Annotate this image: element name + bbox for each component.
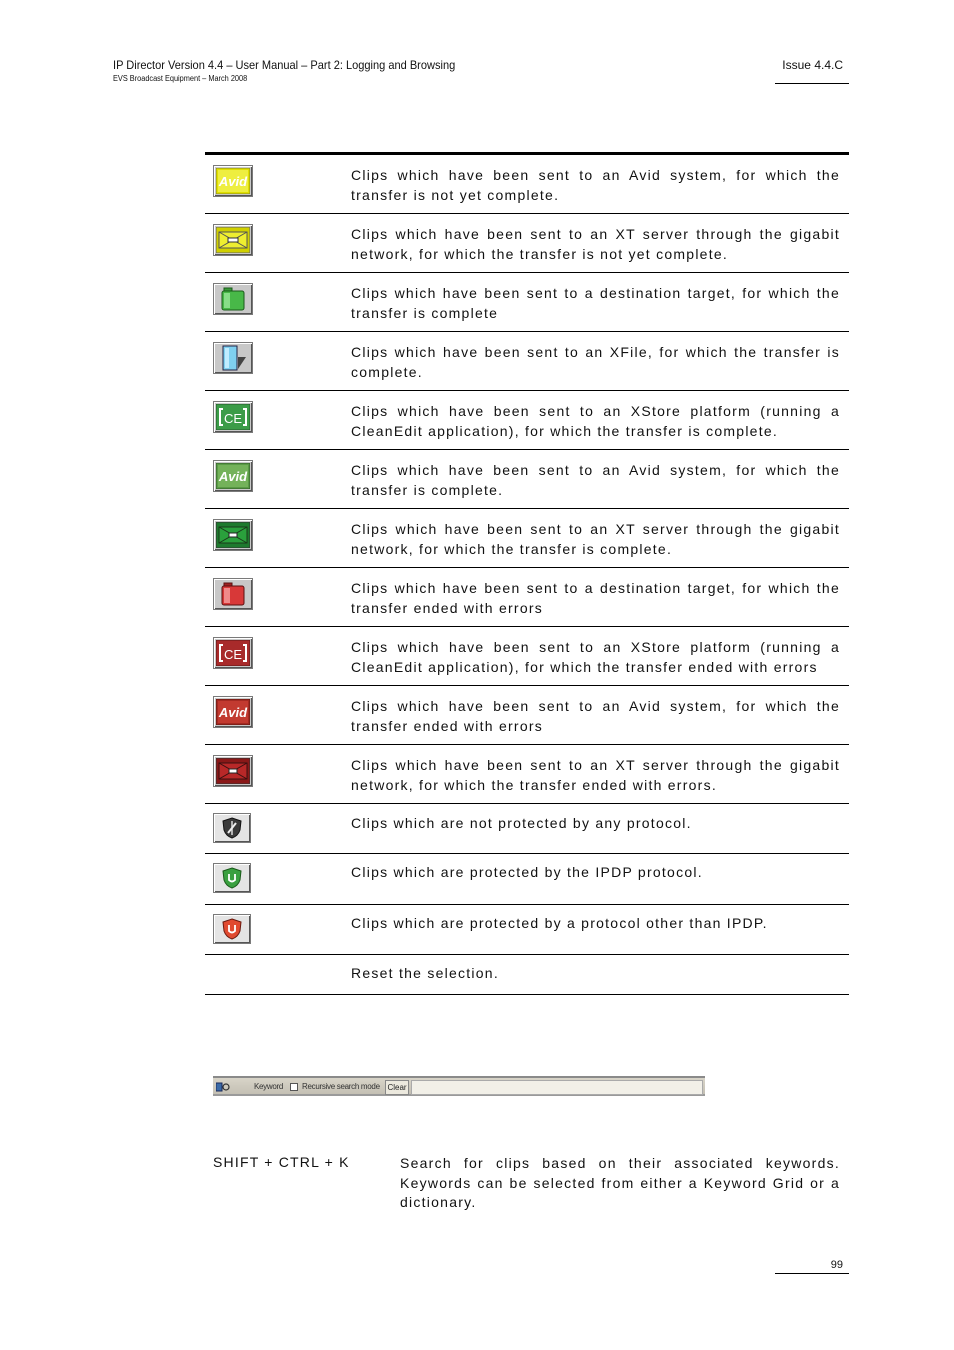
recursive-search-label: Recursive search mode [302, 1082, 380, 1091]
svg-text:Avid: Avid [218, 705, 248, 720]
recursive-search-checkbox[interactable] [290, 1083, 298, 1091]
page-number: 99 [830, 1259, 843, 1271]
clear-button[interactable]: Clear [385, 1080, 409, 1095]
table-row [205, 273, 849, 332]
table-row [205, 745, 849, 804]
table-row [205, 804, 849, 854]
avid-error-icon [213, 696, 253, 728]
row-description: Clips which have been sent to an Avid system, for which the transfer is complete. [351, 462, 840, 498]
row-description: Clips which are not protected by any protocol. [351, 815, 692, 831]
table-row [205, 905, 849, 955]
cleanedit-error-icon [213, 637, 253, 669]
row-description: Clips which have been sent to a destination target, for which the transfer ended with errors [351, 580, 840, 616]
cleanedit-complete-icon [213, 401, 253, 433]
row-description: Clips which have been sent to an XT server through the gigabit network, for which the transfer ended with errors. [351, 757, 840, 793]
row-description: Clips which have been sent to an XT server through the gigabit network, for which the transfer is not yet complete. [351, 226, 840, 262]
table-row [205, 568, 849, 627]
row-description: Clips which have been sent to an XStore platform (running a CleanEdit application), for which the transfer is complete. [351, 403, 840, 439]
row-description: Clips which have been sent to an XStore platform (running a CleanEdit application), for which the transfer ended with errors [351, 639, 840, 675]
table-row [205, 450, 849, 509]
document-title: IP Director Version 4.4 – User Manual – Part 2: Logging and Browsing [113, 58, 456, 72]
other-protocol-shield-icon [213, 914, 251, 944]
table-row [205, 955, 849, 995]
row-description: Clips which are protected by a protocol other than IPDP. [351, 915, 768, 931]
table-row [205, 391, 849, 450]
table-row [205, 509, 849, 568]
row-description: Clips which have been sent to a destination target, for which the transfer is complete [351, 285, 840, 321]
xfile-complete-icon [213, 342, 253, 374]
ipdp-shield-icon [213, 863, 251, 893]
shortcut-keys: SHIFT + CTRL + K [213, 1154, 350, 1170]
destination-complete-icon [213, 283, 253, 315]
destination-error-icon [213, 578, 253, 610]
svg-text:CE: CE [223, 411, 243, 426]
table-row [205, 686, 849, 745]
avid-pending-icon [213, 165, 253, 197]
icon-legend-table [205, 152, 849, 995]
keyword-icon[interactable] [216, 1082, 230, 1092]
svg-text:Avid: Avid [218, 174, 248, 189]
xt-server-complete-icon [213, 519, 253, 551]
footer-rule [775, 1273, 849, 1274]
row-description: Clips which have been sent to an XFile, for which the transfer is complete. [351, 344, 840, 380]
row-description: Clips which have been sent to an Avid system, for which the transfer ended with errors [351, 698, 840, 734]
row-description: Clips which have been sent to an Avid system, for which the transfer is not yet complete. [351, 167, 840, 203]
header-rule [775, 83, 849, 84]
unprotected-shield-icon [213, 813, 251, 843]
issue-label: Issue 4.4.C [782, 58, 843, 72]
shortcut-description: Search for clips based on their associated keywords. Keywords can be selected from either a Keyword Grid or a dictionary. [400, 1155, 840, 1210]
xt-server-error-icon [213, 755, 253, 787]
row-description: Clips which have been sent to an XT server through the gigabit network, for which the transfer is complete. [351, 521, 840, 557]
keyword-input[interactable] [411, 1080, 703, 1095]
xt-server-pending-icon [213, 224, 253, 256]
table-row [205, 854, 849, 905]
keyword-label: Keyword [254, 1082, 284, 1091]
svg-text:Avid: Avid [218, 469, 248, 484]
svg-text:CE: CE [223, 647, 243, 662]
avid-complete-icon [213, 460, 253, 492]
table-row [205, 214, 849, 273]
table-row [205, 627, 849, 686]
keyword-search-toolbar [213, 1076, 705, 1096]
row-description: Reset the selection. [351, 965, 499, 981]
table-row [205, 332, 849, 391]
row-description: Clips which are protected by the IPDP protocol. [351, 864, 703, 880]
table-row [205, 155, 849, 214]
document-subtitle: EVS Broadcast Equipment – March 2008 [113, 74, 248, 83]
